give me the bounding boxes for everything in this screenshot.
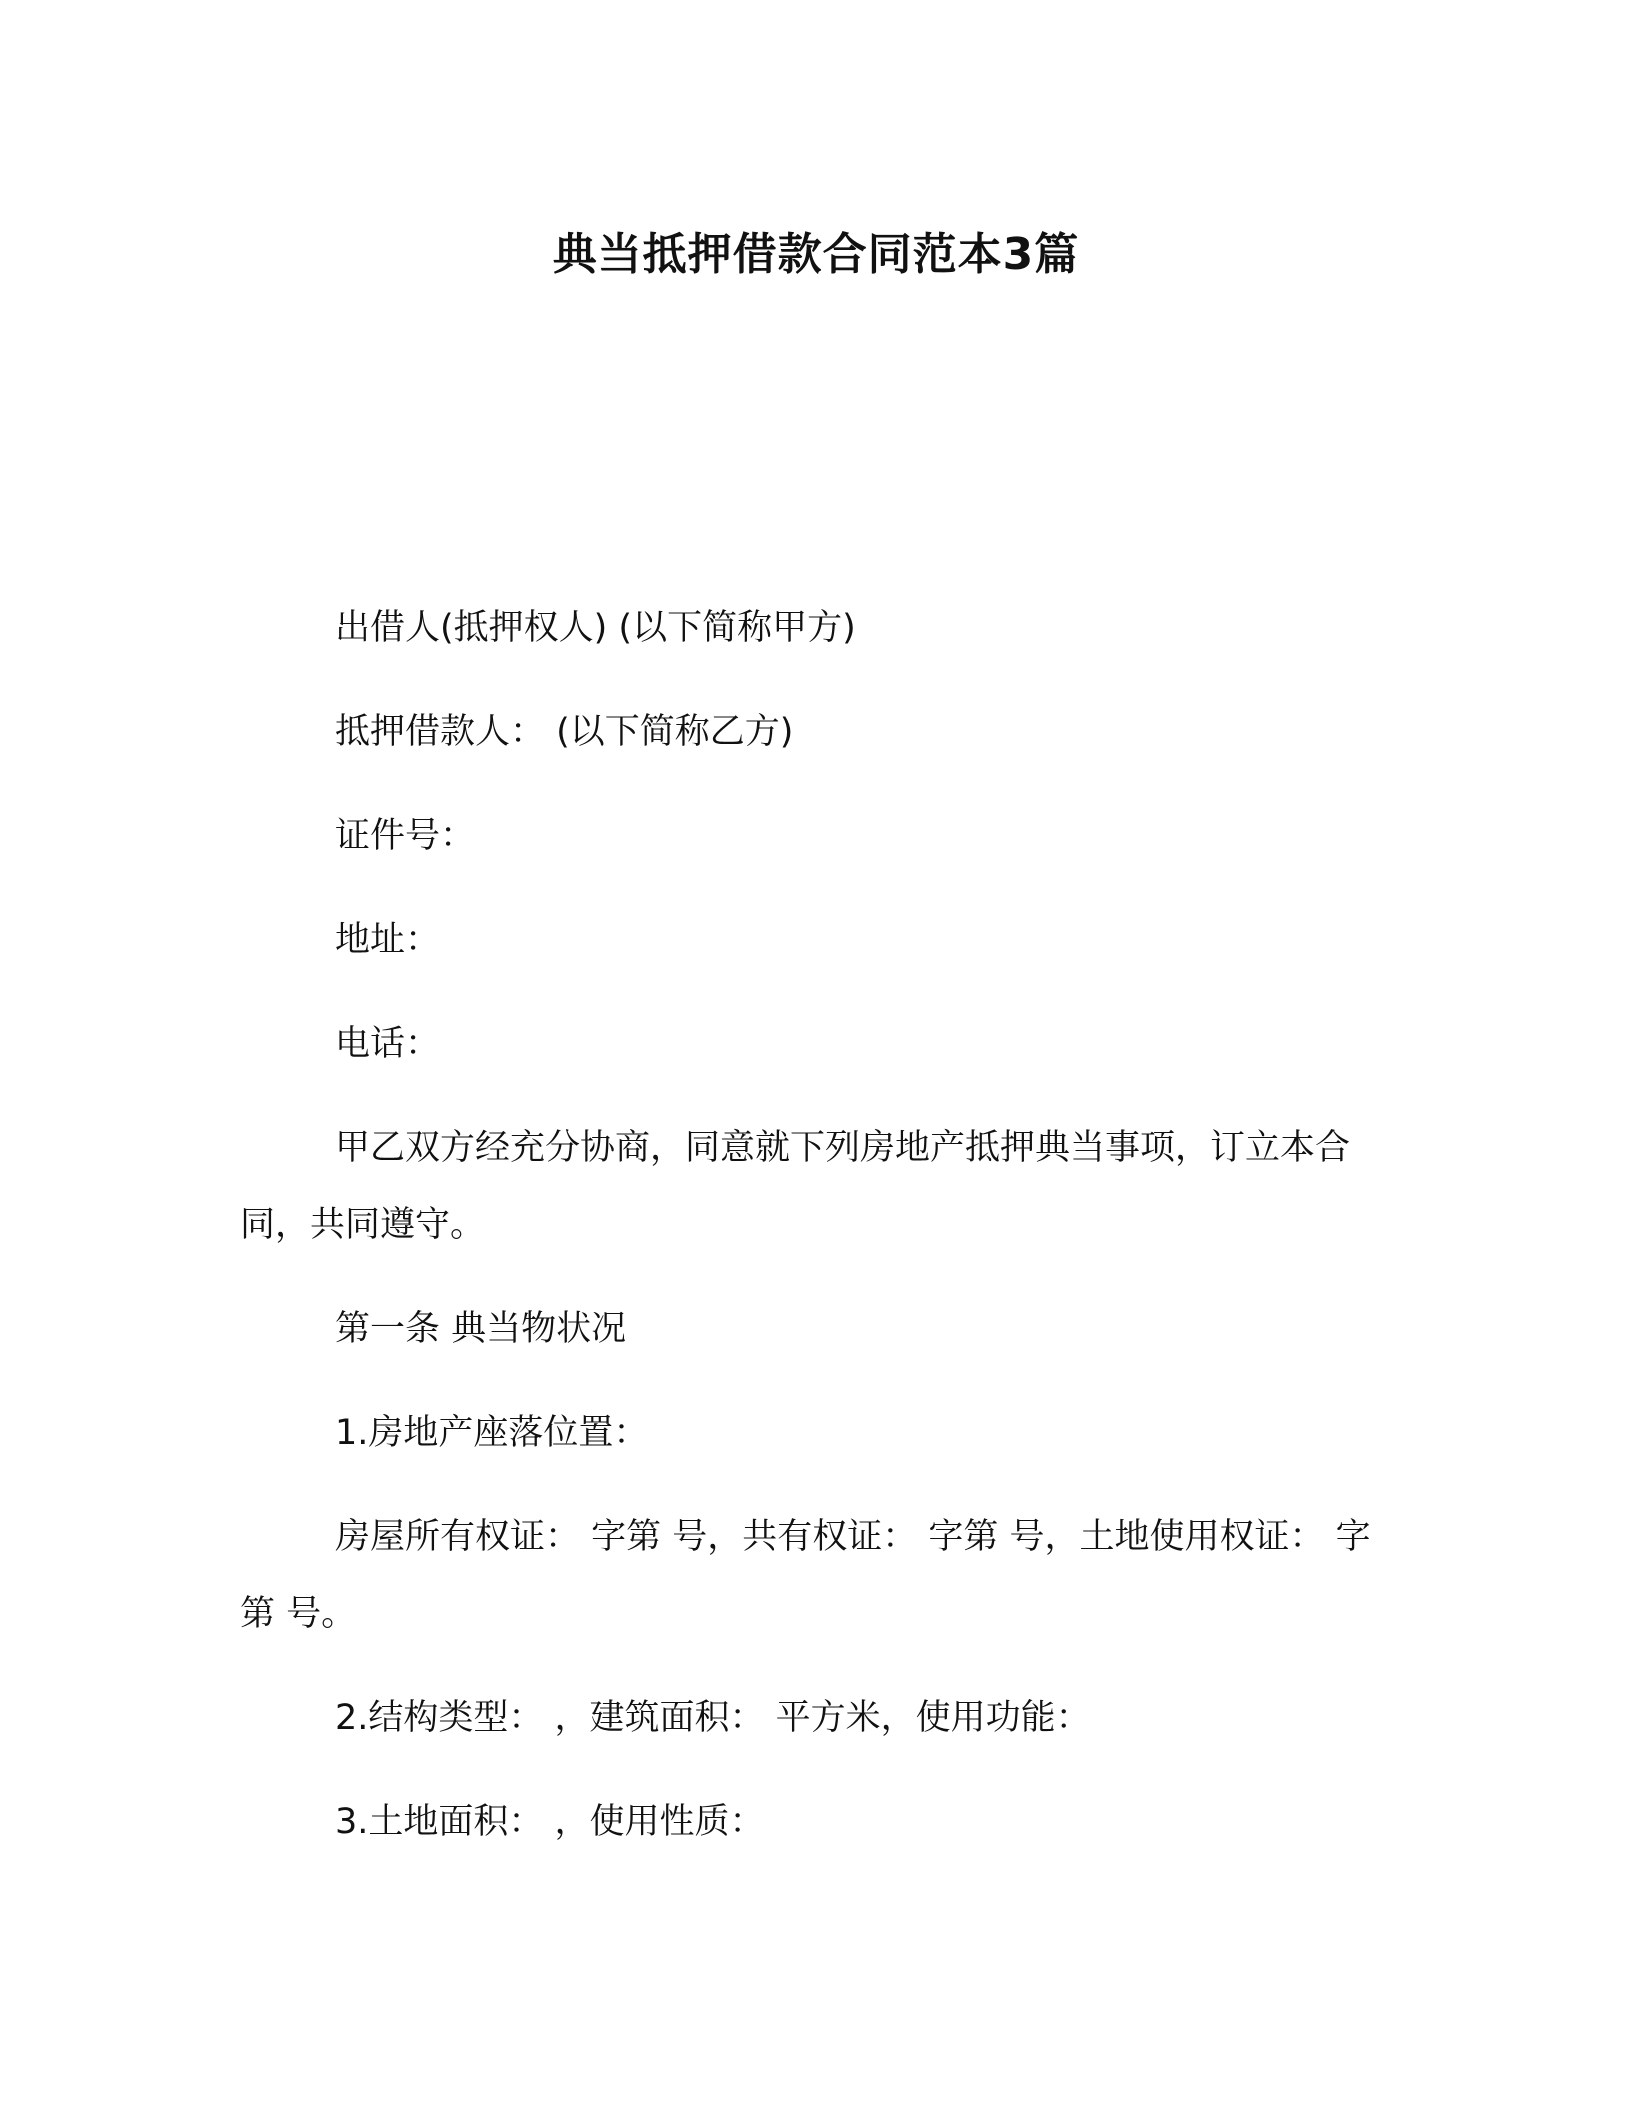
- paragraph-address: 地址：: [335, 920, 441, 960]
- document-body: [240, 590, 1390, 1888]
- document-title: 典当抵押借款合同范本3篇: [552, 229, 1080, 280]
- paragraph-certificates: 房屋所有权证： 字第 号，共有权证： 字第 号，土地使用权证： 字第 号。: [240, 1517, 1371, 1634]
- paragraph-borrower: 抵押借款人： (以下简称乙方): [335, 712, 794, 752]
- paragraph-structure: 2.结构类型： ，建筑面积： 平方米，使用功能：: [335, 1698, 1091, 1738]
- paragraph-phone: 电话：: [335, 1024, 441, 1064]
- paragraph-id-number: 证件号：: [335, 816, 476, 856]
- paragraph-article-one: 第一条 典当物状况: [335, 1309, 627, 1349]
- paragraph-land-area: 3.土地面积： ，使用性质：: [335, 1802, 765, 1842]
- paragraph-agreement: 甲乙双方经充分协商，同意就下列房地产抵押典当事项，订立本合同，共同遵守。: [240, 1128, 1351, 1245]
- paragraph-lender: 出借人(抵押权人) (以下简称甲方): [335, 608, 856, 648]
- paragraph-location: 1.房地产座落位置：: [335, 1413, 649, 1453]
